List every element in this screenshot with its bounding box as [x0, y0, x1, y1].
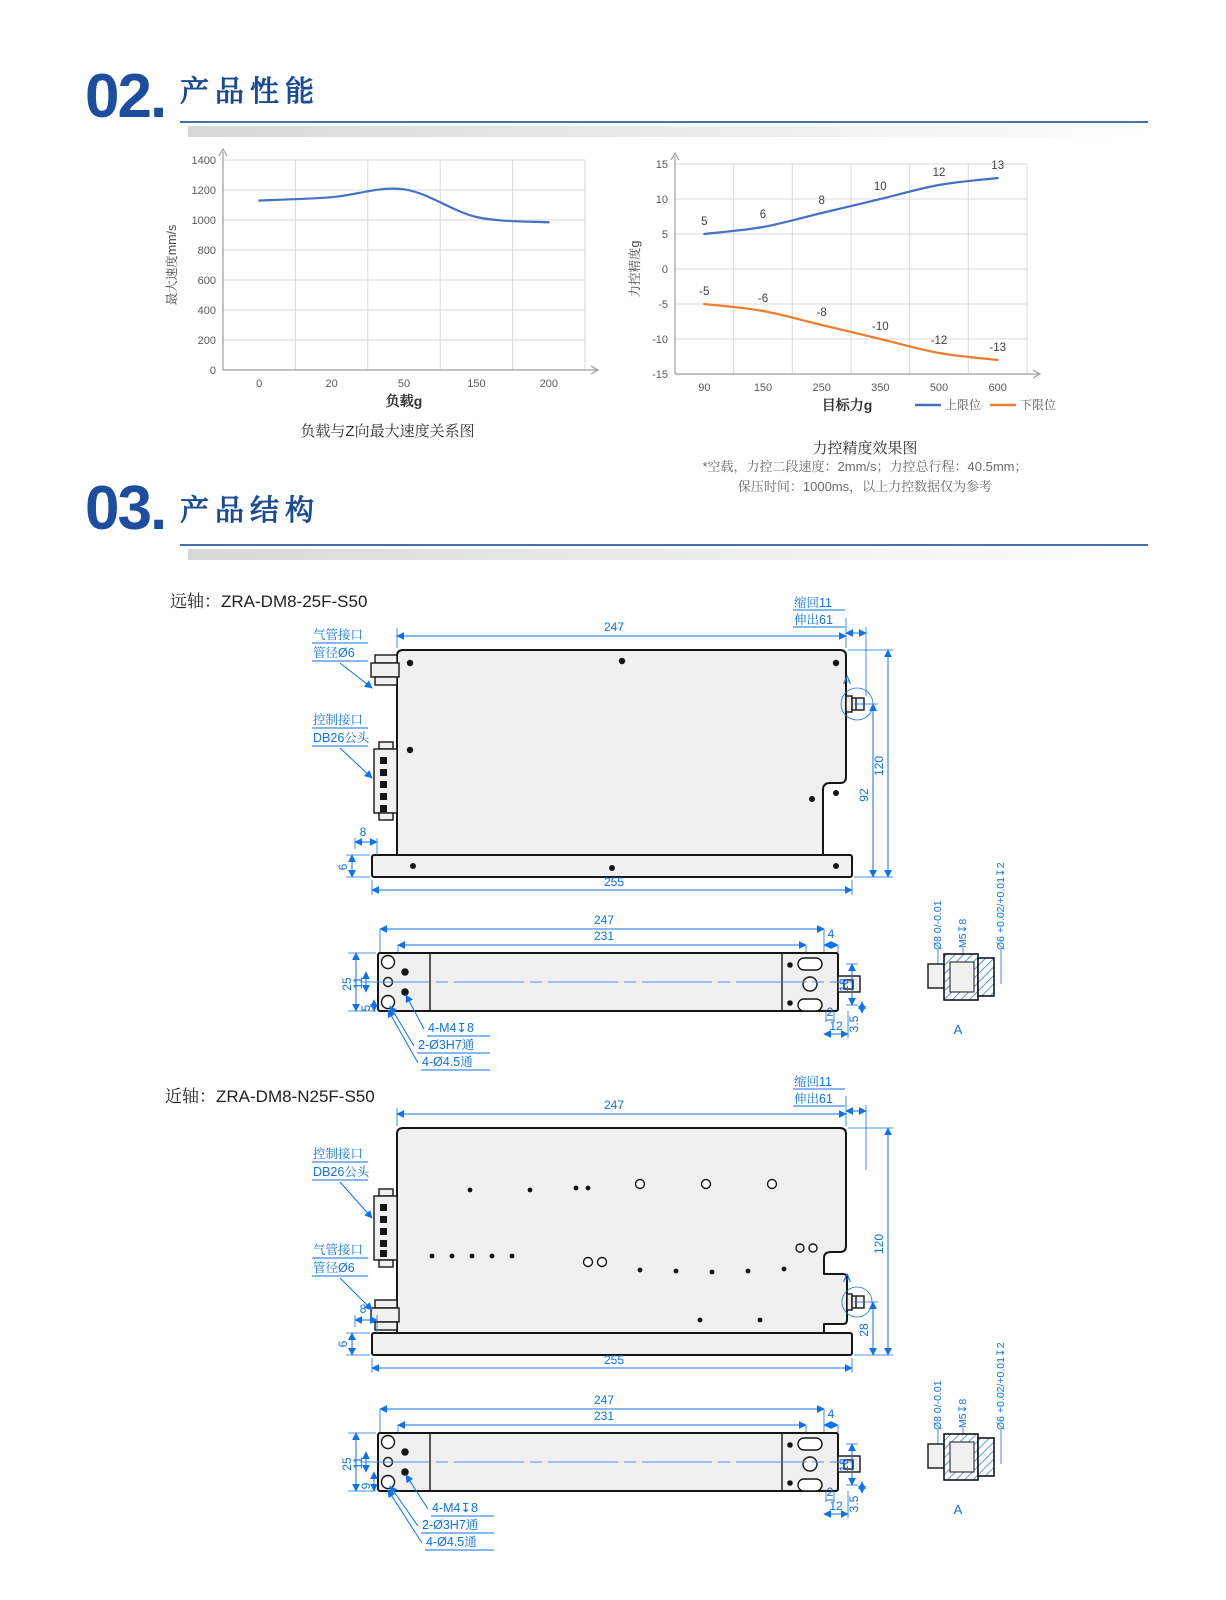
load-speed-chart [160, 148, 615, 418]
far-detail-tol-2: M5↧8 [957, 918, 969, 948]
chart2-svg-ytick: 15 [655, 159, 668, 171]
chart2-svg-dlabel: -12 [930, 335, 948, 347]
section-03-gradient-bar [188, 549, 1146, 560]
chart1-svg-xtick: 50 [397, 378, 411, 390]
chart1-svg-ytick: 1000 [191, 215, 216, 227]
chart2-svg-dlabel: 10 [873, 181, 887, 193]
far-b-dim-4: 4 [827, 927, 835, 941]
far-bottom-view [340, 913, 862, 1070]
far-b-callout-m4: 4-M4↧8 [428, 1021, 474, 1035]
near-control-callout-1: 控制接口 [313, 1147, 364, 1161]
chart2-svg-ytick: -10 [652, 334, 668, 346]
far-body-outline [397, 650, 846, 855]
near-b-dim-18: 18 [837, 1458, 851, 1472]
chart2-svg-xtick: 600 [988, 382, 1007, 394]
chart2-svg-dlabel: 13 [991, 160, 1005, 172]
far-b-dim-18: 18 [837, 978, 851, 992]
far-b-callout-4-5: 4-Ø4.5通 [422, 1055, 473, 1069]
chart1-svg-xlabel: 负载g [385, 393, 423, 409]
far-dim-6: 6 [336, 863, 350, 871]
far-b-dim-2: 2 [826, 1005, 834, 1019]
chart1-svg-xtick: 200 [539, 378, 558, 390]
chart2-svg-legend-label: 下限位 [1020, 398, 1057, 412]
far-dim-255: 255 [603, 875, 625, 889]
far-dim-120: 120 [872, 755, 886, 777]
near-b-dim-11: 11 [351, 1456, 365, 1470]
near-b-dim-247: 247 [593, 1393, 615, 1407]
chart1-svg-ytick: 1200 [191, 185, 216, 197]
far-pneumatic-fitting [371, 655, 399, 685]
far-dim-8: 8 [359, 825, 367, 839]
section-03-number: 03. [85, 474, 166, 543]
chart1-svg-xtick: 20 [325, 378, 338, 390]
near-b-dim-231: 231 [593, 1409, 615, 1423]
near-main-view [312, 1075, 893, 1373]
far-pneumatic-callout-2: 管径Ø6 [313, 646, 355, 660]
near-dim-6: 6 [336, 1340, 350, 1348]
chart2-svg-xlabel: 目标力g [821, 397, 873, 413]
near-detail-marker: A [843, 1271, 852, 1285]
near-detail-tol-3: Ø6 +0.02/+0.01↧2 [995, 1342, 1007, 1430]
chart1-svg-series-最大速度 [259, 189, 549, 223]
far-b-dim-247: 247 [593, 913, 615, 927]
force-note-line2: 保压时间：1000ms，以上力控数据仅为参考 [737, 479, 993, 494]
near-pneumatic-callout-1: 气管接口 [313, 1243, 364, 1257]
near-pneumatic-callout-2: 管径Ø6 [313, 1261, 355, 1275]
chart2-svg-legend-label: 上限位 [945, 398, 982, 412]
far-detail-tol-3: Ø6 +0.02/+0.01↧2 [995, 862, 1007, 950]
near-dim-28: 28 [857, 1323, 871, 1337]
near-detail-tol-2: M5↧8 [957, 1398, 969, 1428]
near-axis-model-label: 近轴：ZRA-DM8-N25F-S50 [165, 1087, 375, 1106]
near-b-callout-3h7: 2-Ø3H7通 [422, 1518, 479, 1532]
near-b-dim-4: 4 [827, 1407, 835, 1421]
chart2-svg-xtick: 90 [698, 382, 711, 394]
chart2-svg-ytick: 0 [661, 264, 668, 276]
near-b-dim-2: 2 [826, 1485, 834, 1499]
chart2-svg-ytick: -15 [652, 369, 668, 381]
far-detail-a [928, 862, 1007, 1037]
far-detail-a-label: A [953, 1022, 963, 1037]
chart2-svg-dlabel: -10 [871, 321, 889, 333]
section-02-rule [180, 121, 1148, 123]
chart2-svg-dlabel: 6 [759, 209, 767, 221]
chart2-svg-xtick: 350 [871, 382, 890, 394]
near-bottom-view [340, 1393, 862, 1550]
far-detail-tol-1: Ø8 0/-0.01 [932, 900, 944, 950]
force-note-line1: *空载，力控二段速度：2mm/s；力控总行程：40.5mm； [702, 459, 1028, 474]
far-b-dim-12: 12 [829, 1019, 843, 1033]
far-control-callout-2: DB26公头 [313, 731, 370, 745]
chart2-svg-dlabel: -13 [989, 342, 1007, 354]
far-db26-connector [374, 742, 397, 820]
far-b-dim-231: 231 [593, 929, 615, 943]
far-axis-model-label: 远轴：ZRA-DM8-25F-S50 [170, 592, 368, 611]
near-dim-255: 255 [603, 1353, 625, 1367]
chart1-svg-ytick: 1400 [191, 155, 216, 167]
chart2-svg-ylabel: 力控精度g [628, 240, 642, 298]
chart2-svg-ytick: 5 [661, 229, 668, 241]
chart2-svg-dlabel: -8 [816, 307, 827, 319]
near-b-dim-9: 9 [359, 1482, 373, 1490]
near-dim-8: 8 [359, 1302, 367, 1316]
far-b-dim-25: 25 [340, 977, 354, 991]
far-detail-marker: A [843, 673, 852, 687]
far-pneumatic-callout-1: 气管接口 [313, 628, 364, 642]
near-body-outline [397, 1128, 847, 1333]
near-db26-connector [374, 1189, 397, 1267]
near-detail-tol-1: Ø8 0/-0.01 [932, 1380, 944, 1430]
near-base-flange [372, 1333, 852, 1355]
near-b-dim-25: 25 [340, 1457, 354, 1471]
chart2-svg-xtick: 150 [753, 382, 773, 394]
far-control-callout-1: 控制接口 [313, 713, 364, 727]
chart2-svg-dlabel: 8 [818, 195, 825, 207]
chart1-svg-xtick: 0 [256, 378, 263, 390]
far-b-dim-5: 5 [359, 1004, 373, 1012]
near-detail-a-label: A [953, 1502, 963, 1517]
far-retract-label: 缩回11 [794, 596, 832, 610]
chart2-svg-xtick: 250 [812, 382, 831, 394]
force-precision-chart-title: 力控精度效果图 [812, 440, 918, 457]
chart1-svg-ylabel: 最大速度mm/s [165, 224, 179, 306]
chart2-svg-ytick: -5 [658, 299, 668, 311]
section-02-gradient-bar [188, 126, 1146, 137]
near-pneumatic-fitting [371, 1300, 399, 1330]
far-callouts [312, 627, 372, 778]
far-main-view [312, 596, 893, 895]
near-dim-120: 120 [872, 1233, 886, 1255]
chart2-svg-dlabel: 5 [701, 216, 708, 228]
near-dim-247: 247 [603, 1098, 625, 1112]
near-extend-label: 伸出61 [794, 1092, 833, 1106]
section-02-number: 02. [85, 62, 166, 131]
chart1-svg-ytick: 600 [197, 275, 216, 287]
section-02-title: 产品性能 [180, 76, 321, 108]
chart2-svg-dlabel: -5 [699, 286, 710, 298]
near-control-callout-2: DB26公头 [313, 1165, 370, 1179]
chart2-svg-ytick: 10 [655, 194, 668, 206]
near-b-dim-12: 12 [829, 1499, 843, 1513]
chart2-svg-xtick: 500 [929, 382, 949, 394]
force-precision-chart [625, 148, 1105, 420]
load-speed-chart-title: 负载与Z向最大速度关系图 [300, 423, 475, 440]
chart1-svg-ytick: 800 [197, 245, 216, 257]
near-axis-drawing [300, 1072, 1062, 1572]
chart2-svg-dlabel: -6 [757, 293, 769, 305]
near-callouts [312, 1146, 372, 1310]
near-b-dim-3-5: 3.5 [847, 1495, 861, 1513]
near-b-callout-m4: 4-M4↧8 [432, 1501, 478, 1515]
far-b-dim-11: 11 [351, 976, 365, 990]
far-dim-92: 92 [857, 788, 871, 802]
near-retract-label: 缩回11 [794, 1075, 832, 1089]
far-axis-drawing [300, 592, 1062, 1078]
far-dim-247: 247 [603, 620, 625, 634]
chart1-svg-ytick: 400 [197, 305, 216, 317]
near-b-callout-4-5: 4-Ø4.5通 [426, 1535, 477, 1549]
far-extend-label: 伸出61 [794, 613, 833, 627]
chart1-svg-xtick: 150 [467, 378, 486, 390]
section-03-title: 产品结构 [180, 495, 321, 527]
near-detail-a [928, 1342, 1007, 1517]
far-b-callout-3h7: 2-Ø3H7通 [418, 1038, 475, 1052]
chart1-svg-ytick: 200 [197, 335, 216, 347]
far-b-dim-3-5: 3.5 [847, 1015, 861, 1033]
section-03-rule [180, 544, 1148, 546]
chart2-svg-dlabel: 12 [932, 167, 946, 179]
chart1-svg-ytick: 0 [209, 365, 216, 377]
